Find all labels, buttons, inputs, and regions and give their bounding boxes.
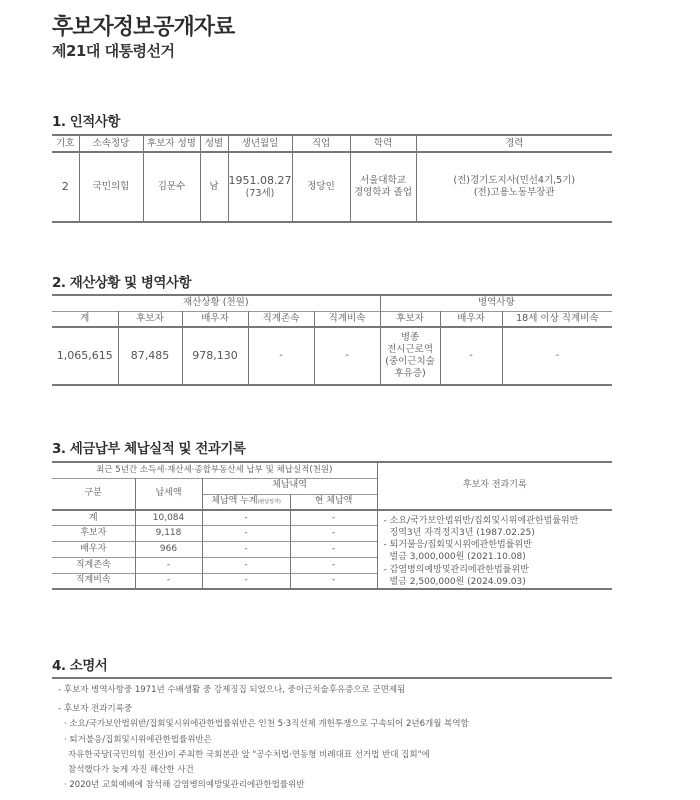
col-spouse: 배우자 (182, 311, 248, 327)
col-gender: 성별 (200, 135, 228, 152)
section2-heading: 2. 재산상황 및 병역사항 (52, 275, 191, 291)
arrears-current: - (290, 510, 377, 526)
criminal-record-line: - 퇴거불응/집회및시위에관한법률위반 (383, 540, 532, 551)
col-education: 학력 (350, 135, 416, 152)
section3-heading: 3. 세금납부 체납실적 및 전과기록 (52, 441, 246, 457)
col-arrears-total (202, 494, 290, 510)
candidate-name: 김문수 (143, 152, 200, 222)
military-line: (중이근치술 (385, 356, 435, 367)
tax-paid: 10,084 (135, 510, 202, 526)
military-line: 후유증) (394, 367, 426, 379)
arrears-total: - (202, 557, 290, 573)
property-candidate: 87,485 (118, 327, 182, 385)
occupation: 정당인 (292, 152, 350, 222)
table-row (52, 510, 612, 526)
tax-category: 직계존속 (52, 557, 135, 573)
military-line: 병종 (400, 332, 420, 344)
statement-line: 참석했다가 늦게 자진 해산한 사건 (68, 765, 194, 775)
education-line: 서울대학교 (360, 175, 406, 187)
col-mil-candidate: 후보자 (380, 311, 440, 327)
col-mil-spouse: 배우자 (440, 311, 502, 327)
col-arrears-group: 체납내역 (202, 478, 377, 494)
col-mil-descendant: 18세 이상 직계비속 (502, 311, 612, 327)
criminal-record-line: - 감염병의예방및관리에관한법률위반 (383, 564, 529, 575)
arrears-current: - (290, 542, 377, 558)
personal-info-table (52, 134, 612, 223)
document-title: 후보자정보공개자료 (52, 15, 235, 40)
career-line: (전)경기도지사(민선4기,5기) (453, 175, 576, 187)
arrears-total: - (202, 526, 290, 542)
col-candidate: 후보자 (118, 311, 182, 327)
property-descendant: - (314, 327, 380, 385)
col-name: 후보자 성명 (143, 135, 200, 152)
arrears-total: - (202, 573, 290, 589)
criminal-record-line: 징역3년 자격정지3년 (1987.02.25) (389, 528, 535, 539)
arrears-total: - (202, 542, 290, 558)
statement-line: · 소요/국가보안법위반/집회및시위에관한법률위반은 인천 5·3직선제 개헌투쟁으로 구속되어 2년6개월 복역함 (64, 719, 469, 729)
arrears-current: - (290, 573, 377, 589)
property-military-table (52, 294, 612, 386)
col-number: 기호 (52, 135, 79, 152)
statement-line: · 2020년 교회예배에 참석해 감염병의예방및관리에관한법률위반 (64, 780, 305, 790)
criminal-record-line: - 소요/국가보안법위반/집회및시위에관한법률위반 (383, 516, 579, 526)
candidate-number: 2 (52, 152, 79, 222)
section4-divider (52, 677, 612, 679)
tax-criminal-table (52, 461, 612, 590)
col-ascendant: 직계존속 (248, 311, 314, 327)
military-group-header: 병역사항 (380, 295, 612, 311)
section4-heading: 4. 소명서 (52, 658, 108, 674)
criminal-record-line: 벌금 2,500,000원 (2024.09.03) (389, 576, 526, 587)
career-cell (416, 152, 612, 222)
tax-paid: - (135, 573, 202, 589)
birth-date: 1951.08.27 (228, 174, 292, 188)
career-line: (전)고용노동부장관 (473, 187, 555, 198)
statement-line: - 후보자 전과기록중 (58, 704, 133, 714)
criminal-records (377, 510, 612, 589)
col-arrears-current: 현 체납액 (290, 494, 377, 510)
statement-line: 자유한국당(국민의힘 전신)이 주최한 국회본관 앞 "공수처법·연동형 비례대표 선거법 반대 집회"에 (68, 750, 430, 760)
section1-heading: 1. 인적사항 (52, 114, 120, 130)
statement-line: · 퇴거불응/집회및시위에관한법률위반은 (64, 735, 212, 745)
col-occupation: 직업 (292, 135, 350, 152)
military-spouse: - (440, 327, 502, 385)
tax-category: 배우자 (52, 542, 135, 558)
table-row (52, 327, 612, 385)
arrears-total-label: 체납액 누계 (211, 496, 258, 507)
tax-paid: 966 (135, 542, 202, 558)
criminal-record-line: 벌금 3,000,000원 (2021.10.08) (389, 552, 526, 563)
education-cell (350, 152, 416, 222)
age: (73세) (245, 187, 275, 199)
party: 국민의힘 (79, 152, 143, 222)
statement-line: - 후보자 병역사항중 1971년 수배생활 중 강제징집 되었으나, 중이근치술후유증으로 군면제됨 (58, 685, 406, 695)
table-row (52, 152, 612, 222)
property-spouse: 978,130 (182, 327, 248, 385)
arrears-current: - (290, 557, 377, 573)
tax-category: 계 (52, 510, 135, 526)
military-line: 전시근로역 (387, 344, 433, 356)
tax-paid: - (135, 557, 202, 573)
col-descendant: 직계비속 (314, 311, 380, 327)
col-total: 계 (52, 311, 118, 327)
tax-category: 후보자 (52, 526, 135, 542)
col-paid: 납세액 (135, 478, 202, 510)
tax-category: 직계비속 (52, 573, 135, 589)
col-party: 소속정당 (79, 135, 143, 152)
property-total: 1,065,615 (52, 327, 118, 385)
arrears-total-note: (완납일자) (257, 499, 281, 506)
tax-paid: 9,118 (135, 526, 202, 542)
col-career: 경력 (416, 135, 612, 152)
arrears-total: - (202, 510, 290, 526)
col-birth: 생년월일 (228, 135, 292, 152)
col-category: 구분 (52, 478, 135, 510)
gender: 남 (200, 152, 228, 222)
education-line: 경영학과 졸업 (353, 187, 413, 198)
property-ascendant: - (248, 327, 314, 385)
criminal-header: 후보자 전과기록 (377, 462, 612, 510)
birth-date-cell (228, 152, 292, 222)
military-candidate (380, 327, 440, 385)
military-descendant: - (502, 327, 612, 385)
tax-group-header: 최근 5년간 소득세·재산세·종합부동산세 납부 및 체납실적(천원) (52, 462, 377, 478)
property-group-header: 재산상황 (천원) (52, 295, 380, 311)
document-subtitle: 제21대 대통령선거 (52, 42, 175, 60)
arrears-current: - (290, 526, 377, 542)
